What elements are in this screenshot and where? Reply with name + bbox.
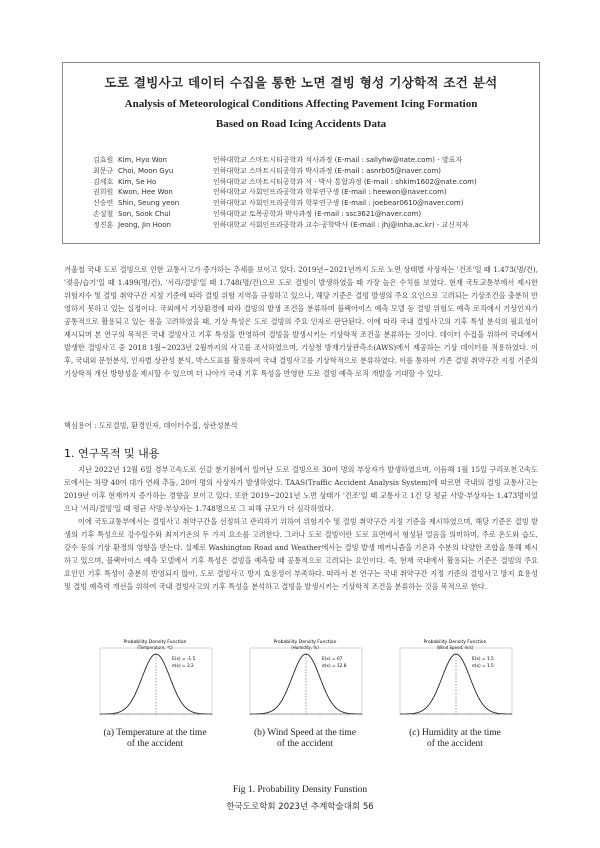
author-english-name: Choi, Moon Gyu: [118, 166, 174, 175]
author-row: [93, 220, 523, 231]
pdf-curve: [100, 654, 212, 714]
author-row: [93, 209, 523, 220]
author-korean-name: 최문규: [93, 166, 114, 175]
chart-subtitle: (Wind Speed, m/s): [436, 645, 474, 650]
pdf-curve: [250, 654, 362, 714]
author-english-name: Shin, Seung yeon: [118, 199, 180, 208]
author-english-name: Kwon, Hee Won: [118, 188, 173, 197]
section-body: [64, 463, 538, 593]
author-english-name: Son, Sook Chul: [118, 209, 171, 218]
pdf-figure-temperature: [90, 636, 220, 726]
figure-group: [90, 636, 520, 786]
english-title: [63, 94, 539, 134]
chart-title: Probability Density Function: [273, 640, 337, 645]
english-title-line2: Based on Road Icing Accidents Data: [215, 118, 387, 130]
korean-title: 도로 결빙사고 데이터 수집을 통한 노면 결빙 형성 기상학적 조건 분석: [104, 75, 498, 90]
subfigure-caption: [230, 728, 380, 750]
body-paragraph: 지난 2022년 12월 6일 경부고속도로 선갈 분기점에서 일어난 도로 결빙으로 30여 명의 부상자가 발생하였으며, 이듬해 1월 15일 구리포천고속도로에서는 차량 40여 대가 연쇄 추돌, 20여 명의 사상자가 발생하였다. TAAS(Traffic Accident Analysis System)에 따르면 국내의 결빙 교통사고는 2019년 이후 현재까지 증가하는 경향을 보이고 있다. 또한 2019~2021년 노면 상태가 '건조'일 때 교통사고 1건 당 평균 사망·부상자는 1.473명이었으나 '서리/결빙'일 때 평균 사망·부상자는 1.748명으로 그 피해 규모가 더 심각하였다.: [64, 465, 538, 513]
author-row: [93, 177, 523, 188]
author-english-name: Jeong, Jin Hoon: [118, 220, 171, 229]
pdf-figure-windspeed: [390, 636, 520, 726]
chart-subtitle: (Humidity, %): [291, 645, 319, 650]
pdf-figure-humidity: [240, 636, 370, 726]
author-affiliation: 인하대학교 스마트시티공학과 박사과정 (E-mail : asnrb05@naver.com): [213, 166, 442, 175]
author-korean-name: 신승연: [93, 199, 114, 208]
caption-line: of the accident: [277, 739, 333, 749]
keywords: 핵심용어 : 도로결빙, 환경인자, 데이터수집, 상관성분석: [64, 421, 238, 430]
author-row: [93, 155, 523, 166]
caption-line: of the accident: [127, 739, 183, 749]
english-title-line1: Analysis of Meteorological Conditions Affecting Pavement Icing Formation: [124, 98, 478, 110]
chart-sd-label: σ(x) = 3.2: [172, 664, 194, 669]
author-korean-name: 김세호: [93, 177, 114, 186]
caption-line: (a) Temperature at the time: [103, 728, 207, 738]
subfigure-caption: [80, 728, 230, 750]
author-korean-name: 권희원: [93, 188, 114, 197]
subfigure-caption: [380, 728, 530, 750]
chart-mean-label: E(x) = 67: [322, 657, 343, 662]
caption-line: (b) Wind Speed at the time: [253, 728, 357, 738]
chart-title: Probability Density Function: [423, 640, 487, 645]
author-korean-name: 정진훈: [93, 220, 114, 229]
author-row: [93, 187, 523, 198]
pdf-chart: [240, 636, 370, 726]
body-paragraph: 이에 국토교통부에서는 결빙사고 취약구간을 선정하고 관리하기 위하여 위험지수 및 결빙 취약구간 지정 기준을 제시하였으며, 해당 기준은 결빙 발생의 기후 특성으로 강수일수와 최저기온의 두 가지 요소를 고려한다. 그러나 도로 결빙이란 도로 표면에서 형성된 얼음을 의미하며, 주로 온도와 습도, 강수 등의 기상 환경의 영향을 받는다. 실제로 Washington Road and Weather에서는 결빙 발생 메커니즘을 기온과 수분의 다양한 조합을 통해 제시하고 있으며, 블랙아이스 예측 모델에서 기후 특성은 결빙을 예측할 때 공통적으로 고려되는 요인이다. 즉, 현재 국내에서 활용되는 기준은 결빙의 주요 요인인 기후 특성이 충분히 반영되지 않아, 도로 결빙사고 방지 효용성이 부족하다. 따라서 본 연구는 국내 취약구간 지정 기준의 결빙사고 방지 효용성 및 결빙 예측력 개선을 위하여 국내 결빙사고의 기후 특성을 분석하고 결빙을 발생시키는 기상학적 조건을 분류하는 것을 목적으로 한다.: [64, 517, 538, 591]
author-affiliation: 인하대학교 스마트시티공학과 석 · 박사 통합과정 (E-mail : shkim1602@nate.com): [213, 177, 477, 186]
chart-sd-label: σ(x) = 1.5: [472, 664, 494, 669]
author-row: [93, 198, 523, 209]
abstract: 겨울철 국내 도로 결빙으로 인한 교통사고가 증가하는 추세를 보이고 있다. 2019년~2021년까지 도로 노면 상태별 사상자는 '건조'일 때 1.473(명/건), '젖음/습기'일 때 1.499(명/건), '서리/결빙'일 때 1.748(명/건)으로 도로 결빙이 발생하였을 때 가장 높은 수치를 보였다. 현재 국토교통부에서 제시한 위험지수 및 결빙 취약구간 지정 기준에 따라 결빙 위험 지역을 규정하고 있으나, 해당 기준은 결빙 발생의 주요 요인으로 고려되는 기상조건을 충분히 반영하지 못하고 있는 실정이다. 국외에서 기상환경에 따라 결빙의 발생 조건을 분류하며 블랙아이스 예측 모델 등 결빙 위험도 예측 로직에서 기상인자가 공통적으로 활용되고 있는 점을 고려하였을 때, 기상 특성은 도로 결빙의 주요 인자로 판단된다. 이에 따라 국내 결빙사고의 기후 특성 분석의 필요성이 제시되며 본 연구의 목적은 국내 결빙사고 기후 특성을 반영하여 결빙을 발생시키는 기상학적 조건을 분류하는 것이다. 데이터 수집을 위하여 국내에서 발생한 결빙사고 중 2018 1월~2023년 2월까지의 사고를 조사하였으며, 기상청 방재기상관측소(AWS)에서 제공하는 기상 데이터를 적용하였다. 이후, 국내외 문헌분석, 인자별 상관성 분석, 박스도표를 활용하여 국내 결빙사고를 기상학적으로 분류하였다. 이를 통하여 기존 결빙 취약구간 지정 기준의 기상학적 개선 방향성을 제시할 수 있으며 더 나아가 국내 기후 특성을 반영한 도로 결빙 예측 로직 개발을 기대할 수 있다.: [64, 265, 538, 378]
author-affiliation: 인하대학교 사회인프라공학과 교수·공학박사 (E-mail : jhj@inha.ac.kr) - 교신저자: [213, 220, 469, 229]
chart-mean-label: E(x) = -1.5: [172, 657, 196, 662]
author-affiliation: 인하대학교 토목공학과 박사과정 (E-mail : ssc3621@naver.com): [213, 209, 422, 218]
pdf-chart: [90, 636, 220, 726]
caption-line: (c) Humidity at the time: [409, 728, 501, 738]
caption-line: of the accident: [427, 739, 483, 749]
author-list: [93, 155, 523, 231]
pdf-curve: [400, 654, 512, 714]
title-box: [62, 62, 540, 244]
author-korean-name: 손설철: [93, 209, 114, 218]
section-title: 1. 연구목적 및 내용: [64, 447, 160, 460]
chart-sd-label: σ(x) = 12.8: [322, 664, 347, 669]
page-footer: 한국도로학회 2023년 추계학술대회 56: [226, 802, 374, 812]
figure-caption: Fig 1. Probability Density Funstion: [232, 785, 368, 795]
pdf-chart: [390, 636, 520, 726]
author-row: [93, 166, 523, 177]
author-affiliation: 인하대학교 스마트시티공학과 석사과정 (E-mail : sallyhw@nate.com) - 발표자: [213, 156, 463, 164]
chart-title: Probability Density Function: [123, 640, 187, 645]
chart-subtitle: (Temperature, ℃): [137, 645, 173, 650]
author-english-name: Kim, Hyo Won: [118, 156, 167, 164]
author-affiliation: 인하대학교 사회인프라공학과 학부연구생 (E-mail : heewon@naver.com): [213, 188, 447, 197]
chart-mean-label: E(x) = 1.5: [472, 657, 494, 662]
author-affiliation: 인하대학교 사회인프라공학과 학부연구생 (E-mail : joebear0610@naver.com): [213, 199, 464, 208]
author-english-name: Kim, Se Ho: [118, 177, 157, 186]
author-korean-name: 김효원: [93, 156, 114, 164]
